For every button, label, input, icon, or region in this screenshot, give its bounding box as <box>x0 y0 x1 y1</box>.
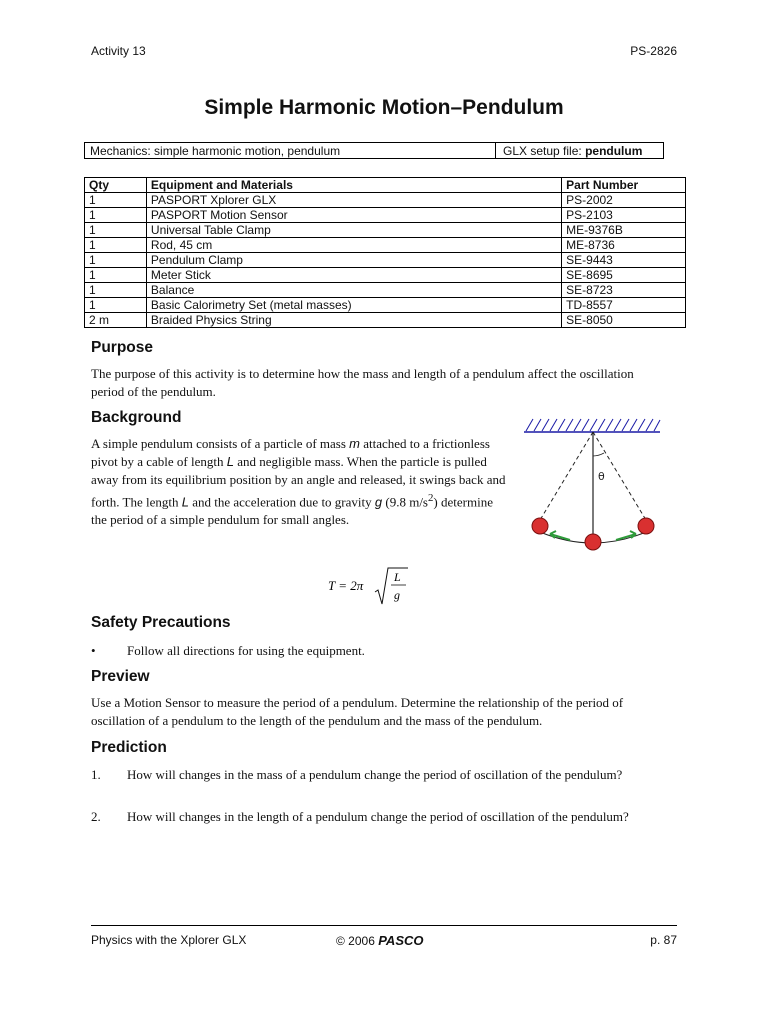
equipment-cell: Universal Table Clamp <box>146 223 561 238</box>
activity-number: Activity 13 <box>91 44 146 58</box>
prediction-text: How will changes in the mass of a pendulum change the period of oscillation of the pendulum? <box>127 767 623 782</box>
qty-cell: 1 <box>85 223 147 238</box>
product-code: PS-2826 <box>630 44 677 58</box>
equipment-cell: Meter Stick <box>146 268 561 283</box>
formula-numerator: L <box>394 570 401 584</box>
table-row <box>85 208 686 223</box>
table-row <box>85 283 686 298</box>
string-left <box>540 432 593 520</box>
bullet-icon: • <box>91 643 96 658</box>
equipment-cell: Rod, 45 cm <box>146 238 561 253</box>
part-number-cell: SE-9443 <box>562 253 686 268</box>
setup-label: GLX setup file: <box>503 144 582 158</box>
part-number-cell: SE-8723 <box>562 283 686 298</box>
angle-label: θ <box>598 470 605 483</box>
background-text-part: and the acceleration due to gravity <box>188 494 375 510</box>
preview-text: Use a Motion Sensor to measure the period of a pendulum. Determine the relationship of the period of oscillation of a pendulum to the length of the pendulum and the mass of the pendulum. <box>91 695 624 728</box>
part-number-cell: SE-8695 <box>562 268 686 283</box>
prediction-item <box>91 808 651 825</box>
book-title: Physics with the Xplorer GLX <box>91 933 247 947</box>
equipment-table <box>84 177 686 328</box>
qty-cell: 1 <box>85 268 147 283</box>
background-text <box>91 435 511 529</box>
superscript: 2 <box>428 492 434 504</box>
prediction-item <box>91 766 651 783</box>
variable-l: L <box>181 494 189 510</box>
page-number: p. 87 <box>650 933 677 947</box>
footer <box>91 933 677 949</box>
background-text-part: (9.8 m/s <box>382 494 428 510</box>
qty-cell: 1 <box>85 283 147 298</box>
info-divider <box>495 143 496 158</box>
equipment-cell: Pendulum Clamp <box>146 253 561 268</box>
prediction-heading: Prediction <box>91 739 167 756</box>
sqrt-sign <box>375 568 408 604</box>
table-row <box>85 298 686 313</box>
table-row <box>85 253 686 268</box>
bob-right <box>638 518 654 534</box>
background-text-part: A simple pendulum consists of a particle of mass <box>91 436 350 451</box>
equipment-cell: PASPORT Xplorer GLX <box>146 193 561 208</box>
variable-l: L <box>226 454 234 469</box>
qty-cell: 1 <box>85 253 147 268</box>
prediction-number: 2. <box>91 809 101 824</box>
footer-rule <box>91 925 677 926</box>
part-number-cell: PS-2103 <box>562 208 686 223</box>
header-qty: Qty <box>85 178 147 193</box>
topic-text: Mechanics: simple harmonic motion, pendulum <box>90 144 341 158</box>
qty-cell: 1 <box>85 238 147 253</box>
part-number-cell: TD-8557 <box>562 298 686 313</box>
equipment-cell: Braided Physics String <box>146 313 561 328</box>
brand-name: PASCO <box>378 933 424 948</box>
prediction-number: 1. <box>91 767 101 782</box>
part-number-cell: SE-8050 <box>562 313 686 328</box>
qty-cell: 1 <box>85 298 147 313</box>
table-row <box>85 313 686 328</box>
equipment-cell: Basic Calorimetry Set (metal masses) <box>146 298 561 313</box>
copyright <box>336 933 423 948</box>
pendulum-diagram <box>520 414 666 564</box>
safety-heading: Safety Precautions <box>91 614 231 631</box>
prediction-text: How will changes in the length of a pendulum change the period of oscillation of the pendulum? <box>127 809 629 824</box>
safety-item-text: Follow all directions for using the equipment. <box>127 643 365 658</box>
purpose-heading: Purpose <box>91 339 154 356</box>
ceiling-hatch <box>524 419 660 432</box>
equipment-cell: Balance <box>146 283 561 298</box>
setup-file-name: pendulum <box>585 144 643 158</box>
bob-center <box>585 534 601 550</box>
part-number-cell: ME-8736 <box>562 238 686 253</box>
table-row <box>85 193 686 208</box>
preview-heading: Preview <box>91 668 150 685</box>
bob-left <box>532 518 548 534</box>
background-text-part: and negligible mass. When the particle is pulled away from its equilibrium position by an angle and released, it swings back and forth. The length <box>91 454 506 510</box>
variable-m: m <box>349 436 360 451</box>
setup-file-cell <box>503 144 642 158</box>
info-box <box>84 142 664 159</box>
table-row <box>85 238 686 253</box>
background-text-part: attached to a frictionless pivot by a cable of length <box>91 436 490 469</box>
header-equipment: Equipment and Materials <box>146 178 561 193</box>
period-formula <box>328 562 418 610</box>
header-part-number: Part Number <box>562 178 686 193</box>
formula-denominator: g <box>394 588 400 602</box>
table-row <box>85 223 686 238</box>
background-text-part: ) determine the period of a simple pendulum for small angles. <box>91 494 493 528</box>
table-row <box>85 268 686 283</box>
qty-cell: 1 <box>85 208 147 223</box>
formula-lhs: T = 2π <box>328 578 364 593</box>
part-number-cell: PS-2002 <box>562 193 686 208</box>
part-number-cell: ME-9376B <box>562 223 686 238</box>
copyright-text: © 2006 <box>336 934 379 948</box>
page-title: Simple Harmonic Motion–Pendulum <box>204 96 564 119</box>
purpose-text: The purpose of this activity is to determine how the mass and length of a pendulum affect the oscillation period of the pendulum. <box>91 366 634 399</box>
running-header <box>91 44 677 60</box>
qty-cell: 2 m <box>85 313 147 328</box>
background-heading: Background <box>91 409 182 426</box>
equipment-cell: PASPORT Motion Sensor <box>146 208 561 223</box>
table-header-row <box>85 178 686 193</box>
variable-g: g <box>374 494 383 510</box>
qty-cell: 1 <box>85 193 147 208</box>
angle-arc <box>593 453 604 456</box>
